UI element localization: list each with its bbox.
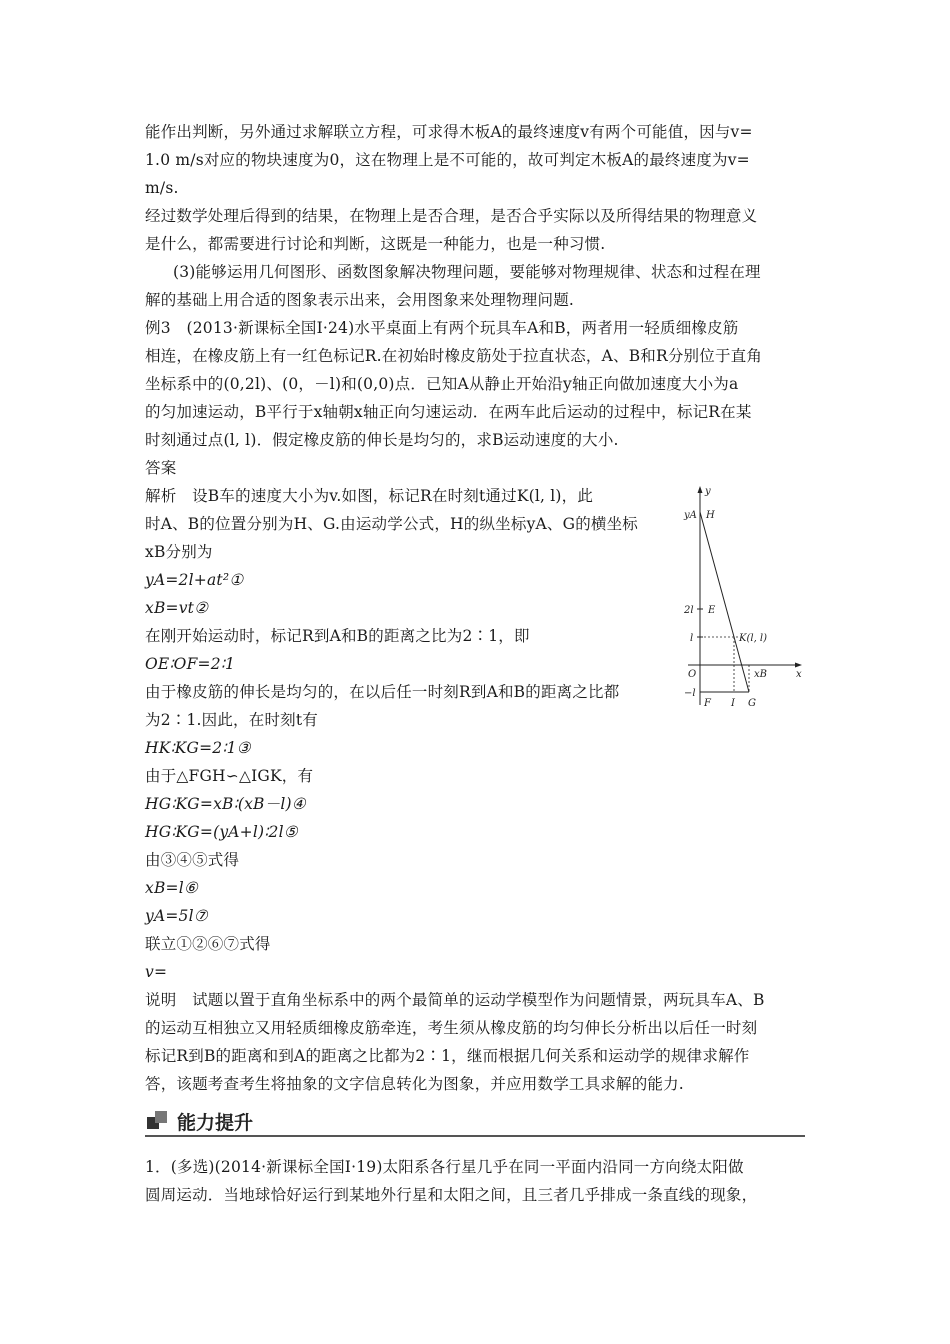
note-line: 标记R到B的距离和到A的距离之比都为2∶1，继而根据几何关系和运动学的规律求解作 bbox=[145, 1047, 750, 1065]
label-o: O bbox=[688, 669, 697, 680]
solution-line: 联立①②⑥⑦式得 bbox=[145, 935, 271, 953]
label-ya: yA bbox=[684, 510, 697, 521]
section-square-icon bbox=[147, 1111, 167, 1129]
label-g: G bbox=[748, 698, 756, 709]
y-axis-arrow-icon bbox=[698, 486, 703, 493]
paragraph-line: 能作出判断，另外通过求解联立方程，可求得木板A的最终速度v有两个可能值，因与v= bbox=[145, 123, 753, 141]
equation-1: yA=2l+at²① bbox=[145, 571, 244, 589]
paragraph-line: 是什么，都需要进行讨论和判断，这既是一种能力，也是一种习惯. bbox=[145, 235, 606, 253]
equation-5: HG∶KG=(yA+l)∶2l⑤ bbox=[145, 823, 298, 841]
label-y: y bbox=[705, 486, 711, 497]
label-f: F bbox=[704, 698, 711, 709]
answer-label: 答案 bbox=[145, 459, 177, 477]
paragraph-line: 经过数学处理后得到的结果，在物理上是否合理，是否合乎实际以及所得结果的物理意义 bbox=[145, 207, 758, 225]
solution-line: 由③④⑤式得 bbox=[145, 851, 240, 869]
equation-4: HG∶KG=xB∶(xB－l)④ bbox=[145, 795, 306, 813]
label-l: l bbox=[690, 633, 694, 644]
note-line: 答，该题考查考生将抽象的文字信息转化为图象，并应用数学工具求解的能力. bbox=[145, 1075, 684, 1093]
label-i: I bbox=[731, 698, 735, 709]
note-line: 说明 试题以置于直角坐标系中的两个最简单的运动学模型作为问题情景，两玩具车A、B bbox=[145, 991, 765, 1009]
example-line: 坐标系中的(0,2l)、(0，－l)和(0,0)点．已知A从静止开始沿y轴正向做加速度大小为a bbox=[145, 375, 739, 393]
label-e: E bbox=[708, 605, 716, 616]
example-line: 的匀加速运动，B平行于x轴朝x轴正向匀速运动．在两车此后运动的过程中，标记R在某 bbox=[145, 403, 752, 421]
solution-line: 在刚开始运动时，标记R到A和B的距离之比为2∶1，即 bbox=[145, 627, 530, 645]
example-line: 时刻通过点(l, l)．假定橡皮筋的伸长是均匀的，求B运动速度的大小. bbox=[145, 431, 619, 449]
section-heading-title: 能力提升 bbox=[177, 1112, 254, 1134]
example-line: 相连，在橡皮筋上有一红色标记R.在初始时橡皮筋处于拉直状态，A、B和R分别位于直角 bbox=[145, 347, 763, 365]
solution-line: 由于△FGH∽△IGK，有 bbox=[145, 767, 314, 785]
label-2l: 2l bbox=[684, 605, 694, 616]
equation-7: yA=5l⑦ bbox=[145, 907, 208, 925]
label-neg-l: −l bbox=[684, 688, 696, 699]
question-line: 圆周运动．当地球恰好运行到某地外行星和太阳之间，且三者几乎排成一条直线的现象， bbox=[145, 1186, 758, 1204]
x-axis-arrow-icon bbox=[795, 663, 802, 668]
label-x: x bbox=[796, 669, 802, 680]
solution-line: 时A、B的位置分别为H、G.由运动学公式，H的纵坐标yA、G的横坐标 bbox=[145, 515, 639, 533]
equation-2: xB=vt② bbox=[145, 599, 209, 617]
equation-6: xB=l⑥ bbox=[145, 879, 198, 897]
coordinate-diagram bbox=[678, 480, 810, 720]
paragraph-line: m/s. bbox=[145, 179, 179, 197]
paragraph-line: 1.0 m/s对应的物块速度为0，这在物理上是不可能的，故可判定木板A的最终速度为v= bbox=[145, 151, 750, 169]
solution-line: 解析 设B车的速度大小为v.如图，标记R在时刻t通过K(l, l)，此 bbox=[145, 487, 594, 505]
question-line: 1．(多选)(2014·新课标全国Ⅰ·19)太阳系各行星几乎在同一平面内沿同一方向绕太阳做 bbox=[145, 1158, 744, 1176]
solution-line: 为2∶1.因此，在时刻t有 bbox=[145, 711, 318, 729]
note-line: 的运动互相独立又用轻质细橡皮筋牵连，考生须从橡皮筋的均匀伸长分析出以后任一时刻 bbox=[145, 1019, 758, 1037]
solution-line: xB分别为 bbox=[145, 543, 213, 561]
paragraph-line: 解的基础上用合适的图象表示出来，会用图象来处理物理问题. bbox=[145, 291, 575, 309]
solution-ratio: OE∶OF=2∶1 bbox=[145, 655, 236, 673]
section-heading-rule bbox=[145, 1135, 805, 1137]
paragraph-line: (3)能够运用几何图形、函数图象解决物理问题，要能够对物理规律、状态和过程在理 bbox=[173, 263, 761, 281]
label-k: K(l, l) bbox=[739, 633, 768, 644]
equation-8: v= bbox=[145, 963, 168, 981]
label-h: H bbox=[706, 510, 715, 521]
solution-line: 由于橡皮筋的伸长是均匀的，在以后任一时刻R到A和B的距离之比都 bbox=[145, 683, 620, 701]
example-line: 例3 (2013·新课标全国Ⅰ·24)水平桌面上有两个玩具车A和B，两者用一轻质细橡皮筋 bbox=[145, 319, 739, 337]
label-xb: xB bbox=[754, 669, 767, 680]
equation-3: HK∶KG=2∶1③ bbox=[145, 739, 251, 757]
section-heading bbox=[145, 1103, 805, 1139]
